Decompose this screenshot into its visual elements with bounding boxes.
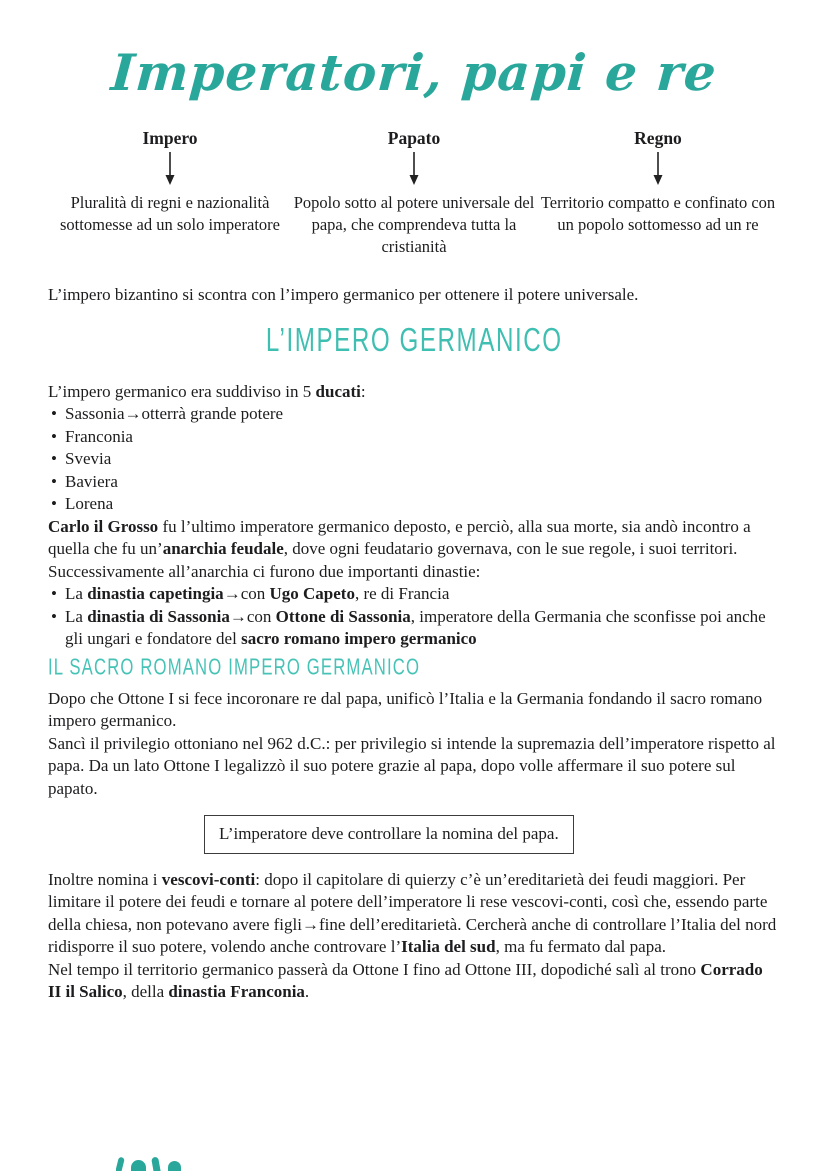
bullet-item: • La dinastia di Sassonia→con Ottone di Sassonia, imperatore della Germania che sconfisse poi anche gli ungari e fondatore del sacro romano impero germanico [48,606,780,651]
cutoff-glyph-shape [131,1160,146,1171]
paragraph: Sancì il privilegio ottoniano nel 962 d.C.: per privilegio si intende la supremazia dell’imperatore rispetto al papa. Da un lato Ottone I legalizzò il suo potere grazie al papa, dopo volle affermare il suo potere sul papato. [48,733,776,798]
cutoff-glyph-shape [168,1161,181,1171]
section-heading-text: L’IMPERO GERMANICO [265,320,563,358]
cutoff-glyph-shape [151,1157,162,1171]
duchy-list [48,403,780,516]
bullet-item: • Lorena [48,493,780,516]
cutoff-glyph-shape [116,1157,125,1171]
section-sacro-romano-body [48,688,780,801]
paragraph: Carlo il Grosso fu l’ultimo imperatore germanico deposto, e perciò, alla sua morte, sia andò incontro a quella che fu un’anarchia feudale, dove ogni feudatario governava, con le sue regole, i suoi territori. Successivamente all’anarchia ci furono due importanti dinastie: [48,516,751,581]
page-bottom-cutoff-decoration [116,1157,181,1171]
column-text-papato: Popolo sotto al potere universale del papa, che comprendeva tutta la cristianità [293,193,535,256]
down-arrow-icon [408,152,420,186]
subsection-heading-text: IL SACRO ROMANO IMPERO GERMANICO [48,652,421,680]
concept-columns [48,128,780,258]
column-header-regno: Regno [634,128,682,148]
final-body [48,869,780,1004]
down-arrow-icon [164,152,176,186]
column-papato [292,128,536,258]
bullet-item: • Sassonia→otterrà grande potere [48,403,780,426]
dynasty-list [48,583,780,651]
paragraph: L’impero germanico era suddiviso in 5 ducati: [48,381,366,401]
column-impero [48,128,292,258]
highlight-box-text: L’imperatore deve controllare la nomina del papa. [219,824,559,843]
bullet-item: • La dinastia capetingia→con Ugo Capeto, re di Francia [48,583,780,606]
column-header-impero: Impero [142,128,198,148]
subsection-heading-sacro-romano [48,652,780,680]
bullet-item: • Franconia [48,426,780,449]
highlight-box [204,815,574,854]
column-regno [536,128,780,258]
bullet-item: • Baviera [48,471,780,494]
paragraph: Nel tempo il territorio germanico passerà da Ottone I fino ad Ottone III, dopodiché salì al trono Corrado II il Salico, della dinastia Franconia. [48,959,763,1001]
down-arrow-icon [652,152,664,186]
intro-paragraph: L’impero bizantino si scontra con l’impero germanico per ottenere il potere universale. [48,285,639,304]
column-text-impero: Pluralità di regni e nazionalità sottomesse ad un solo imperatore [60,193,280,234]
paragraph: Inoltre nomina i vescovi-conti: dopo il capitolare di quierzy c’è un’ereditarietà dei feudi maggiori. Per limitare il potere dei feudi e tornare al potere dell’imperatore li rese vescovi-conti, così che, essendo parte della chiesa, non potevano avere figli→fine dell’ereditarietà. Cercherà anche di controllare l’Italia del nord ridisporre il suo potere, volendo anche controvare l’Italia del sud, ma fu fermato dal papa. [48,869,777,956]
column-text-regno: Territorio compatto e confinato con un popolo sottomesso ad un re [540,193,776,234]
section-impero-germanico-body [48,381,780,651]
page-title: Imperatori, papi e re [109,43,719,102]
bullet-item: • Svevia [48,448,780,471]
paragraph: Dopo che Ottone I si fece incoronare re dal papa, unificò l’Italia e la Germania fondando il sacro romano impero germanico. [48,688,763,730]
section-heading-impero-germanico [48,320,780,358]
column-header-papato: Papato [387,128,441,148]
